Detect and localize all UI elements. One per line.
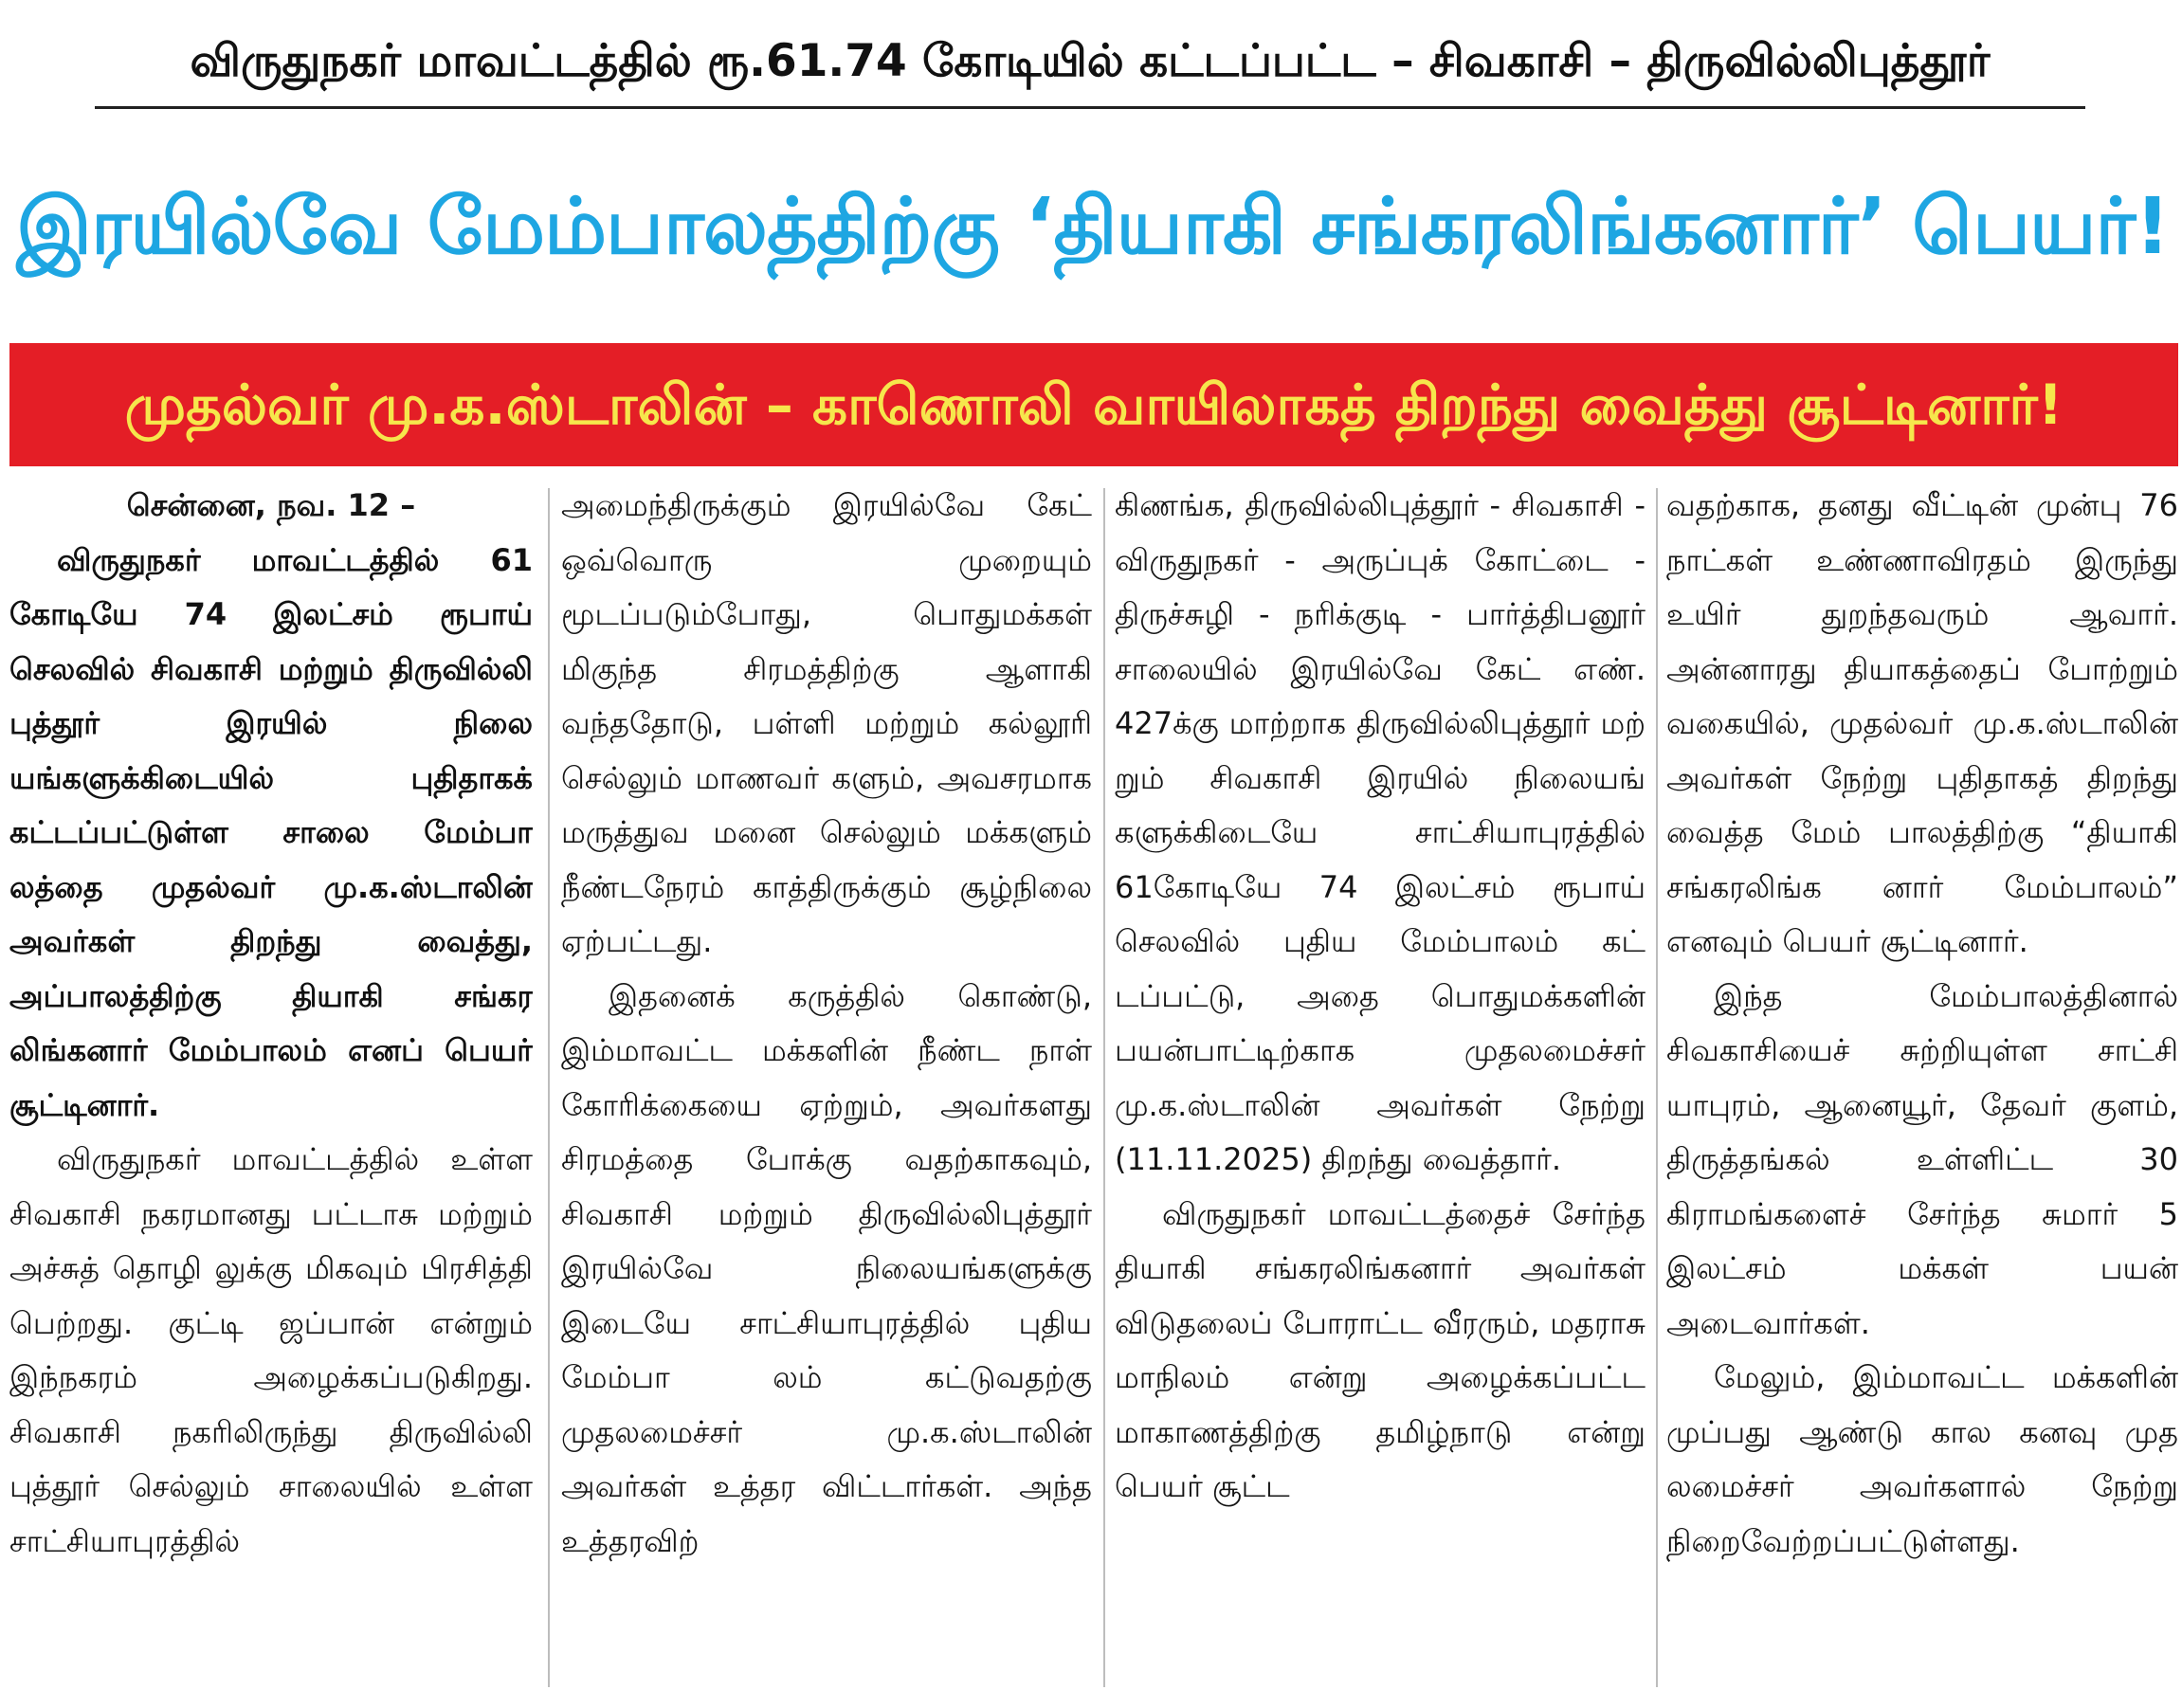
- paragraph: அமைந்திருக்கும் இரயில்வே கேட் ஒவ்வொரு முறையும் மூடப்படும்போது, பொதுமக்கள் மிகுந்த சிரமத்திற்கு ஆளாகி வந்ததோடு, பள்ளி மற்றும் கல்லூரி செல்லும் மாணவர் களும், அவசரமாக மருத்துவ மனை செல்லும் மக்களும் நீண்டநேரம் காத்திருக்கும் சூழ்நிலை ஏற்பட்டது.: [561, 487, 1092, 959]
- column-divider: [548, 488, 550, 1687]
- article-body: [9, 479, 2178, 1701]
- article-column-2: [561, 479, 1092, 1701]
- lead-paragraph: விருதுநகர் மாவட்டத்தில் 61 கோடியே 74 இலட்சம் ரூபாய் செலவில் சிவகாசி மற்றும் திருவில்லி புத்தூர் இரயில் நிலை யங்களுக்கிடையில் புதிதாகக் கட்டப்பட்டுள்ள சாலை மேம்பா லத்தை முதல்வர் மு.க.ஸ்டாலின் அவர்கள் திறந்து வைத்து, அப்பாலத்திற்கு தியாகி சங்கர லிங்கனார் மேம்பாலம் எனப் பெயர் சூட்டினார்.: [9, 541, 533, 1123]
- subheadline: முதல்வர் மு.க.ஸ்டாலின் – காணொலி வாயிலாகத் திறந்து வைத்து சூட்டினார்!: [124, 372, 2064, 437]
- paragraph: கிணங்க, திருவில்லிபுத்தூர் - சிவகாசி - விருதுநகர் - அருப்புக் கோட்டை - திருச்சுழி - நரிக்குடி - பார்த்திபனூர் சாலையில் இரயில்வே கேட் எண். 427க்கு மாற்றாக திருவில்லிபுத்தூர் மற் றும் சிவகாசி இரயில் நிலையங் களுக்கிடையே சாட்சியாபுரத்தில் 61கோடியே 74 இலட்சம் ரூபாய் செலவில் புதிய மேம்பாலம் கட் டப்பட்டு, அதை பொதுமக்களின் பயன்பாட்டிற்காக முதலமைச்சர் மு.க.ஸ்டாலின் அவர்கள் நேற்று (11.11.2025) திறந்து வைத்தார்.: [1115, 487, 1646, 1177]
- kicker-headline: விருதுநகர் மாவட்டத்தில் ரூ.61.74 கோடியில் கட்டப்பட்ட – சிவகாசி – திருவில்லிபுத்தூர்: [190, 35, 1991, 87]
- paragraph: மேலும், இம்மாவட்ட மக்களின் முப்பது ஆண்டு கால கனவு முத லமைச்சர் அவர்களால் நேற்று நிறைவேற்றப்பட்டுள்ளது.: [1666, 1359, 2178, 1559]
- column-divider: [1103, 488, 1105, 1687]
- column-divider: [1656, 488, 1658, 1687]
- article-column-3: [1115, 479, 1646, 1701]
- article-column-1: [9, 479, 533, 1701]
- dateline: சென்னை, நவ. 12 –: [126, 487, 416, 523]
- paragraph: இந்த மேம்பாலத்தினால் சிவகாசியைச் சுற்றியுள்ள சாட்சி யாபுரம், ஆனையூர், தேவர் குளம், திருத்தங்கல் உள்ளிட்ட 30 கிராமங்களைச் சேர்ந்த சுமார் 5 இலட்சம் மக்கள் பயன் அடைவார்கள்.: [1666, 977, 2178, 1341]
- main-headline: இரயில்வே மேம்பாலத்திற்கு ‘தியாகி சங்கரலிங்கனார்’ பெயர்!: [16, 182, 2170, 272]
- article-column-4: [1666, 479, 2178, 1701]
- paragraph: இதனைக் கருத்தில் கொண்டு, இம்மாவட்ட மக்களின் நீண்ட நாள் கோரிக்கையை ஏற்றும், அவர்களது சிரமத்தை போக்கு வதற்காகவும், சிவகாசி மற்றும் திருவில்லிபுத்தூர் இரயில்வே நிலையங்களுக்கு இடையே சாட்சியாபுரத்தில் புதிய மேம்பா லம் கட்டுவதற்கு முதலமைச்சர் மு.க.ஸ்டாலின் அவர்கள் உத்தர விட்டார்கள். அந்த உத்தரவிற்: [561, 977, 1092, 1559]
- kicker-divider: [95, 106, 2085, 109]
- paragraph: விருதுநகர் மாவட்டத்தில் உள்ள சிவகாசி நகரமானது பட்டாசு மற்றும் அச்சுத் தொழி லுக்கு மிகவும் பிரசித்தி பெற்றது. குட்டி ஜப்பான் என்றும் இந்நகரம் அழைக்கப்படுகிறது. சிவகாசி நகரிலிருந்து திருவில்லி புத்தூர் செல்லும் சாலையில் உள்ள சாட்சியாபுரத்தில்: [9, 1141, 533, 1559]
- paragraph: விருதுநகர் மாவட்டத்தைச் சேர்ந்த தியாகி சங்கரலிங்கனார் அவர்கள் விடுதலைப் போராட்ட வீரரும், மதராசு மாநிலம் என்று அழைக்கப்பட்ட மாகாணத்திற்கு தமிழ்நாடு என்று பெயர் சூட்ட: [1115, 1195, 1646, 1504]
- subheadline-banner: [9, 343, 2178, 466]
- paragraph: வதற்காக, தனது வீட்டின் முன்பு 76 நாட்கள் உண்ணாவிரதம் இருந்து உயிர் துறந்தவரும் ஆவார். அன்னாரது தியாகத்தைப் போற்றும் வகையில், முதல்வர் மு.க.ஸ்டாலின் அவர்கள் நேற்று புதிதாகத் திறந்து வைத்த மேம் பாலத்திற்கு “தியாகி சங்கரலிங்க னார் மேம்பாலம்” எனவும் பெயர் சூட்டினார்.: [1666, 487, 2178, 959]
